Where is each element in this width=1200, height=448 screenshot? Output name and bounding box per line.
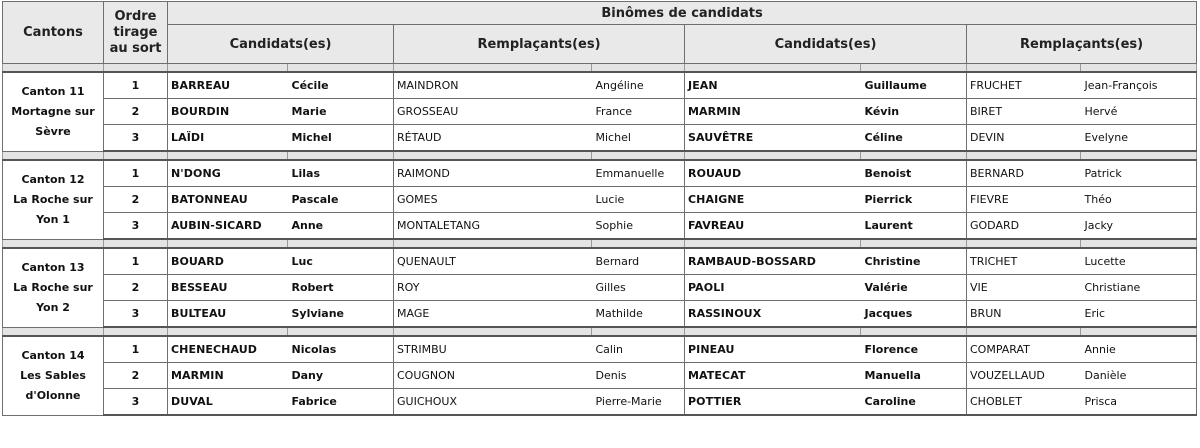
canton-line: Les Sables: [20, 368, 86, 382]
candidate-2-firstname: Benoist: [861, 160, 967, 187]
spacer-cell: [685, 151, 861, 160]
spacer-cell: [394, 64, 592, 73]
substitute-1-firstname: Denis: [592, 363, 685, 389]
substitute-2-lastname: FIEVRE: [967, 187, 1081, 213]
candidate-1-firstname: Fabrice: [288, 389, 394, 416]
substitute-1-lastname: COUGNON: [394, 363, 592, 389]
order-number: 2: [104, 99, 168, 125]
candidate-1-lastname: LAÏDI: [168, 125, 288, 152]
spacer-cell: [592, 151, 685, 160]
order-number: 1: [104, 160, 168, 187]
canton-line: La Roche sur: [13, 280, 93, 294]
substitute-2-lastname: VOUZELLAUD: [967, 363, 1081, 389]
candidate-1-firstname: Michel: [288, 125, 394, 152]
candidate-2-lastname: FAVREAU: [685, 213, 861, 240]
spacer-cell: [168, 327, 288, 336]
substitute-1-lastname: STRIMBU: [394, 336, 592, 363]
candidate-2-firstname: Christine: [861, 248, 967, 275]
table-row: [3, 187, 1197, 213]
candidate-2-firstname: Manuella: [861, 363, 967, 389]
spacer-cell: [104, 64, 168, 73]
table-row: [3, 389, 1197, 416]
candidate-2-lastname: RAMBAUD-BOSSARD: [685, 248, 861, 275]
candidate-1-lastname: DUVAL: [168, 389, 288, 416]
order-number: 3: [104, 301, 168, 328]
canton-cell: [3, 72, 104, 151]
substitute-2-lastname: BRUN: [967, 301, 1081, 328]
order-number: 1: [104, 72, 168, 99]
candidate-2-lastname: MATECAT: [685, 363, 861, 389]
candidate-2-lastname: POTTIER: [685, 389, 861, 416]
substitute-1-lastname: MONTALETANG: [394, 213, 592, 240]
spacer-cell: [3, 64, 104, 73]
candidate-2-lastname: CHAIGNE: [685, 187, 861, 213]
spacer-cell: [394, 239, 592, 248]
canton-line: Mortagne sur: [11, 104, 95, 118]
spacer-cell: [394, 327, 592, 336]
spacer-cell: [168, 239, 288, 248]
substitute-2-lastname: TRICHET: [967, 248, 1081, 275]
order-number: 3: [104, 213, 168, 240]
table-body: [3, 64, 1197, 416]
candidate-2-firstname: Valérie: [861, 275, 967, 301]
substitute-1-firstname: Mathilde: [592, 301, 685, 328]
candidate-1-lastname: BULTEAU: [168, 301, 288, 328]
order-number: 3: [104, 125, 168, 152]
candidate-1-lastname: BOUARD: [168, 248, 288, 275]
candidate-1-lastname: BOURDIN: [168, 99, 288, 125]
order-number: 2: [104, 275, 168, 301]
substitute-1-lastname: RAIMOND: [394, 160, 592, 187]
table-row: [3, 213, 1197, 240]
candidate-1-firstname: Dany: [288, 363, 394, 389]
canton-line: Yon 2: [36, 300, 70, 314]
candidate-2-lastname: PAOLI: [685, 275, 861, 301]
spacer-cell: [592, 64, 685, 73]
substitute-2-firstname: Christiane: [1081, 275, 1197, 301]
substitute-2-firstname: Hervé: [1081, 99, 1197, 125]
spacer-cell: [1081, 64, 1197, 73]
substitute-2-lastname: DEVIN: [967, 125, 1081, 152]
candidate-1-firstname: Lilas: [288, 160, 394, 187]
substitute-1-lastname: GOMES: [394, 187, 592, 213]
group-spacer: [3, 239, 1197, 248]
candidate-1-lastname: BARREAU: [168, 72, 288, 99]
order-number: 2: [104, 363, 168, 389]
substitute-2-lastname: GODARD: [967, 213, 1081, 240]
spacer-cell: [592, 327, 685, 336]
spacer-cell: [288, 327, 394, 336]
candidate-2-firstname: Céline: [861, 125, 967, 152]
candidate-1-lastname: N'DONG: [168, 160, 288, 187]
substitute-2-lastname: VIE: [967, 275, 1081, 301]
substitute-2-firstname: Patrick: [1081, 160, 1197, 187]
substitute-2-firstname: Evelyne: [1081, 125, 1197, 152]
substitute-2-firstname: Prisca: [1081, 389, 1197, 416]
substitute-1-firstname: Gilles: [592, 275, 685, 301]
spacer-cell: [1081, 239, 1197, 248]
substitute-1-lastname: MAINDRON: [394, 72, 592, 99]
spacer-cell: [592, 239, 685, 248]
candidate-2-lastname: JEAN: [685, 72, 861, 99]
header-order: [104, 2, 168, 64]
candidate-1-firstname: Nicolas: [288, 336, 394, 363]
spacer-cell: [104, 151, 168, 160]
canton-line: Canton 13: [21, 260, 85, 274]
spacer-cell: [288, 239, 394, 248]
substitute-2-lastname: BERNARD: [967, 160, 1081, 187]
spacer-cell: [104, 239, 168, 248]
substitute-1-firstname: Sophie: [592, 213, 685, 240]
canton-cell: [3, 336, 104, 415]
spacer-cell: [685, 239, 861, 248]
candidate-1-firstname: Sylviane: [288, 301, 394, 328]
order-number: 2: [104, 187, 168, 213]
table-row: [3, 99, 1197, 125]
candidate-2-firstname: Jacques: [861, 301, 967, 328]
spacer-cell: [3, 327, 104, 336]
candidate-1-firstname: Pascale: [288, 187, 394, 213]
candidate-2-firstname: Guillaume: [861, 72, 967, 99]
substitute-2-lastname: COMPARAT: [967, 336, 1081, 363]
group-spacer: [3, 64, 1197, 73]
header-candidats-2: Candidats(es): [685, 25, 967, 64]
spacer-cell: [1081, 327, 1197, 336]
spacer-cell: [967, 151, 1081, 160]
canton-line: d'Olonne: [25, 388, 81, 402]
order-number: 1: [104, 248, 168, 275]
order-number: 3: [104, 389, 168, 416]
substitute-1-firstname: Lucie: [592, 187, 685, 213]
header-order-line-3: au sort: [109, 40, 162, 56]
table-row: [3, 363, 1197, 389]
candidate-2-firstname: Caroline: [861, 389, 967, 416]
spacer-cell: [168, 151, 288, 160]
header-binomes: Binômes de candidats: [168, 2, 1197, 25]
substitute-1-firstname: Michel: [592, 125, 685, 152]
table-row: [3, 248, 1197, 275]
spacer-cell: [861, 64, 967, 73]
spacer-cell: [967, 239, 1081, 248]
candidate-1-firstname: Anne: [288, 213, 394, 240]
header-candidats-1: Candidats(es): [168, 25, 394, 64]
candidate-2-firstname: Laurent: [861, 213, 967, 240]
substitute-2-firstname: Annie: [1081, 336, 1197, 363]
spacer-cell: [861, 151, 967, 160]
substitute-2-firstname: Eric: [1081, 301, 1197, 328]
candidate-1-lastname: MARMIN: [168, 363, 288, 389]
substitute-1-lastname: MAGE: [394, 301, 592, 328]
candidate-2-firstname: Florence: [861, 336, 967, 363]
table-row: [3, 301, 1197, 328]
candidate-2-lastname: RASSINOUX: [685, 301, 861, 328]
substitute-2-lastname: FRUCHET: [967, 72, 1081, 99]
candidate-1-lastname: CHENECHAUD: [168, 336, 288, 363]
candidate-2-lastname: MARMIN: [685, 99, 861, 125]
canton-cell: [3, 248, 104, 327]
substitute-1-firstname: Pierre-Marie: [592, 389, 685, 416]
spacer-cell: [967, 327, 1081, 336]
spacer-cell: [3, 239, 104, 248]
canton-line: Canton 12: [21, 172, 85, 186]
candidate-2-lastname: SAUVÊTRE: [685, 125, 861, 152]
spacer-cell: [3, 151, 104, 160]
substitute-2-lastname: CHOBLET: [967, 389, 1081, 416]
substitute-1-firstname: Angéline: [592, 72, 685, 99]
substitute-1-firstname: Calin: [592, 336, 685, 363]
candidates-table-sheet: [2, 1, 1196, 444]
spacer-cell: [685, 64, 861, 73]
candidate-1-firstname: Robert: [288, 275, 394, 301]
table-row: [3, 275, 1197, 301]
group-spacer: [3, 327, 1197, 336]
substitute-2-firstname: Lucette: [1081, 248, 1197, 275]
canton-line: Canton 14: [21, 348, 85, 362]
canton-cell: [3, 160, 104, 239]
substitute-1-firstname: France: [592, 99, 685, 125]
substitute-1-lastname: GROSSEAU: [394, 99, 592, 125]
candidate-1-firstname: Cécile: [288, 72, 394, 99]
order-number: 1: [104, 336, 168, 363]
canton-line: La Roche sur: [13, 192, 93, 206]
spacer-cell: [168, 64, 288, 73]
group-spacer: [3, 151, 1197, 160]
candidate-2-lastname: ROUAUD: [685, 160, 861, 187]
spacer-cell: [394, 151, 592, 160]
table-row: [3, 125, 1197, 152]
candidate-1-lastname: AUBIN-SICARD: [168, 213, 288, 240]
spacer-cell: [1081, 151, 1197, 160]
candidate-2-firstname: Kévin: [861, 99, 967, 125]
canton-line: Sèvre: [35, 124, 71, 138]
substitute-1-lastname: QUENAULT: [394, 248, 592, 275]
substitute-2-firstname: Jean-François: [1081, 72, 1197, 99]
spacer-cell: [288, 64, 394, 73]
substitute-1-lastname: GUICHOUX: [394, 389, 592, 416]
substitute-2-firstname: Théo: [1081, 187, 1197, 213]
spacer-cell: [104, 327, 168, 336]
table-row: [3, 160, 1197, 187]
header-remplacants-1: Remplaçants(es): [394, 25, 685, 64]
candidate-1-lastname: BATONNEAU: [168, 187, 288, 213]
spacer-cell: [967, 64, 1081, 73]
substitute-2-firstname: Jacky: [1081, 213, 1197, 240]
header-cantons: Cantons: [3, 2, 104, 64]
candidate-2-firstname: Pierrick: [861, 187, 967, 213]
spacer-cell: [685, 327, 861, 336]
substitute-1-lastname: RÉTAUD: [394, 125, 592, 152]
substitute-2-firstname: Danièle: [1081, 363, 1197, 389]
table-row: [3, 72, 1197, 99]
canton-line: Yon 1: [36, 212, 70, 226]
header-order-line-1: Ordre: [114, 8, 157, 24]
table-row: [3, 336, 1197, 363]
candidate-1-firstname: Luc: [288, 248, 394, 275]
spacer-cell: [861, 327, 967, 336]
spacer-cell: [288, 151, 394, 160]
substitute-1-firstname: Bernard: [592, 248, 685, 275]
candidate-1-lastname: BESSEAU: [168, 275, 288, 301]
canton-line: Canton 11: [21, 84, 85, 98]
header-remplacants-2: Remplaçants(es): [967, 25, 1197, 64]
spacer-cell: [861, 239, 967, 248]
candidate-1-firstname: Marie: [288, 99, 394, 125]
substitute-1-lastname: ROY: [394, 275, 592, 301]
substitute-1-firstname: Emmanuelle: [592, 160, 685, 187]
header-order-line-2: tirage: [113, 24, 158, 40]
candidates-table: [2, 1, 1197, 416]
substitute-2-lastname: BIRET: [967, 99, 1081, 125]
candidate-2-lastname: PINEAU: [685, 336, 861, 363]
